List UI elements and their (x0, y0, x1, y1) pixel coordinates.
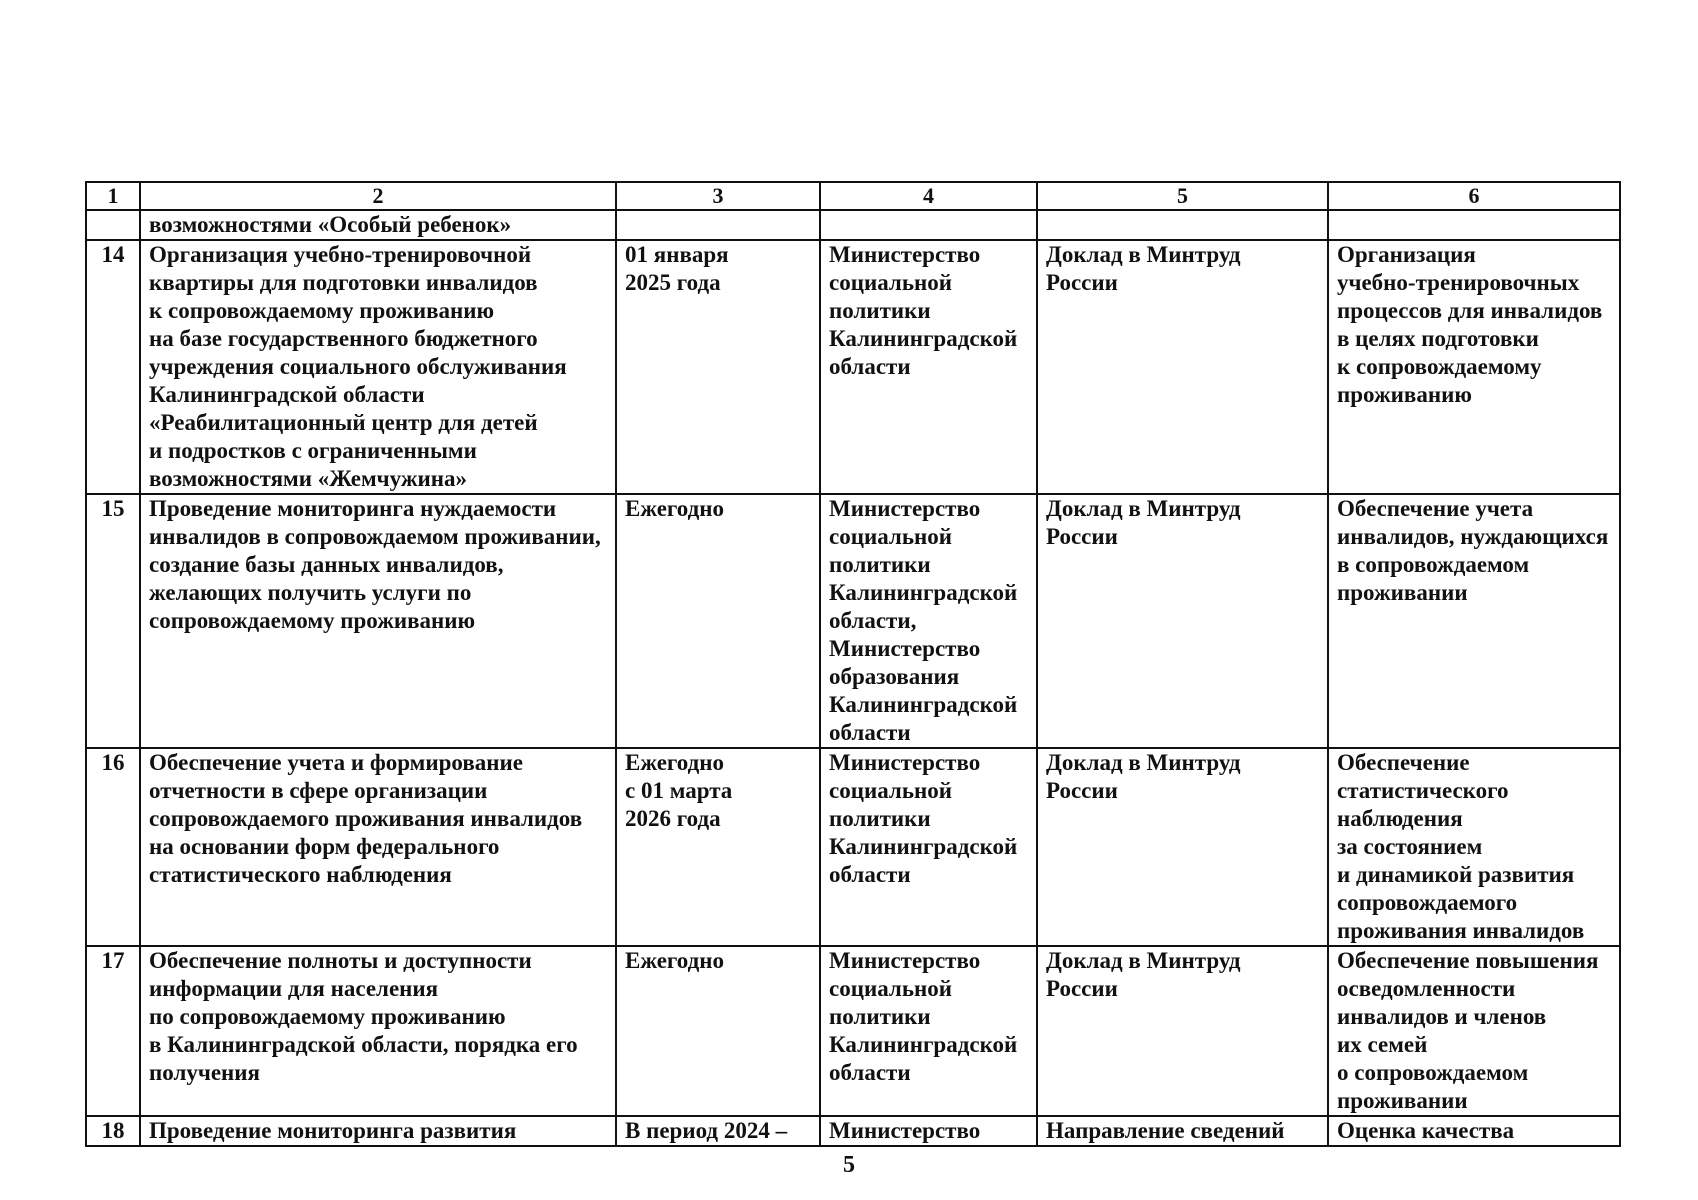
expected-result-line: Обеспечение учета (1337, 496, 1534, 521)
event-line: квартиры для подготовки инвалидов (149, 270, 538, 295)
term-cell (616, 748, 820, 946)
table-rows (86, 240, 1620, 1146)
event-line: и подростков с ограниченными (149, 438, 477, 463)
result-form-line: России (1046, 270, 1118, 295)
column-number: 6 (1328, 182, 1620, 210)
expected-result-line: инвалидов и членов (1337, 1004, 1547, 1029)
row-number-cell: 17 (86, 946, 140, 1116)
result-form-line: Доклад в Минтруд (1046, 948, 1241, 973)
expected-result-cell (1328, 946, 1620, 1116)
expected-result-line: в сопровождаемом (1337, 552, 1530, 577)
responsible-line: области (829, 720, 911, 745)
responsible-line: области, (829, 608, 917, 633)
responsible-cell (820, 946, 1037, 1116)
row-number-cell: 15 (86, 494, 140, 748)
column-number: 2 (140, 182, 616, 210)
result-form-line: России (1046, 778, 1118, 803)
expected-result-line: и динамикой развития (1337, 862, 1575, 887)
event-cell (140, 1116, 616, 1146)
table-row (86, 494, 1620, 748)
event-line: сопровождаемого проживания инвалидов (149, 806, 583, 831)
result-form-cell (1037, 1116, 1328, 1146)
expected-result-line: к сопровождаемому (1337, 354, 1542, 379)
column-number: 5 (1037, 182, 1328, 210)
event-line: по сопровождаемому проживанию (149, 1004, 506, 1029)
responsible-cell (820, 748, 1037, 946)
event-cell (140, 946, 616, 1116)
expected-result-cell (1328, 210, 1620, 240)
event-line: отчетности в сфере организации (149, 778, 488, 803)
result-form-cell (1037, 946, 1328, 1116)
event-line: на базе государственного бюджетного (149, 326, 538, 351)
expected-result-line: Оценка качества (1337, 1118, 1515, 1143)
event-line: Обеспечение учета и формирование (149, 750, 523, 775)
event-line: Калининградской области (149, 382, 425, 407)
result-form-line: Направление сведений (1046, 1118, 1285, 1143)
expected-result-line: проживании (1337, 1088, 1468, 1113)
result-form-cell (1037, 210, 1328, 240)
expected-result-line: процессов для инвалидов (1337, 298, 1603, 323)
event-line: Проведение мониторинга развития (149, 1118, 517, 1143)
expected-result-line: проживания инвалидов (1337, 918, 1585, 943)
responsible-line: Калининградской (829, 834, 1018, 859)
event-line: сопровождаемому проживанию (149, 608, 476, 633)
responsible-cell (820, 210, 1037, 240)
event-line: Проведение мониторинга нуждаемости (149, 496, 557, 521)
result-form-cell (1037, 494, 1328, 748)
expected-result-line: осведомленности (1337, 976, 1516, 1001)
event-line: к сопровождаемому проживанию (149, 298, 495, 323)
term-cell (616, 946, 820, 1116)
result-form-cell (1037, 240, 1328, 494)
responsible-line: политики (829, 1004, 931, 1029)
column-number: 4 (820, 182, 1037, 210)
row-number-cell (86, 210, 140, 240)
event-cell (140, 748, 616, 946)
responsible-line: политики (829, 552, 931, 577)
event-line: инвалидов в сопровождаемом проживании, (149, 524, 601, 549)
column-number-row (86, 182, 1620, 210)
expected-result-line: учебно-тренировочных (1337, 270, 1580, 295)
result-form-line: России (1046, 976, 1118, 1001)
event-line: «Реабилитационный центр для детей (149, 410, 538, 435)
table-row-continuation (86, 210, 1620, 240)
table-row (86, 240, 1620, 494)
term-cell (616, 240, 820, 494)
term-cell (616, 210, 820, 240)
responsible-line: Министерство (829, 1118, 981, 1143)
expected-result-line: их семей (1337, 1032, 1428, 1057)
event-line: в Калининградской области, порядка его (149, 1032, 578, 1057)
term-cell (616, 1116, 820, 1146)
column-number: 3 (616, 182, 820, 210)
result-form-line: Доклад в Минтруд (1046, 750, 1241, 775)
responsible-line: области (829, 1060, 911, 1085)
responsible-line: социальной (829, 976, 952, 1001)
result-form-line: России (1046, 524, 1118, 549)
row-number-cell: 16 (86, 748, 140, 946)
event-line: Организация учебно-тренировочной (149, 242, 532, 267)
responsible-line: Министерство (829, 242, 981, 267)
responsible-line: Калининградской (829, 1032, 1018, 1057)
expected-result-line: в целях подготовки (1337, 326, 1539, 351)
term-line: Ежегодно (625, 948, 725, 973)
responsible-line: социальной (829, 524, 952, 549)
responsible-line: Министерство (829, 496, 981, 521)
event-line: на основании форм федерального (149, 834, 500, 859)
column-number: 1 (86, 182, 140, 210)
event-line: возможностями «Особый ребенок» (149, 212, 512, 237)
term-cell (616, 494, 820, 748)
responsible-line: образования (829, 664, 960, 689)
event-line: статистического наблюдения (149, 862, 452, 887)
row-number-cell: 14 (86, 240, 140, 494)
event-line: желающих получить услуги по (149, 580, 472, 605)
term-line: с 01 марта (625, 778, 733, 803)
result-form-line: Доклад в Минтруд (1046, 496, 1241, 521)
expected-result-line: наблюдения (1337, 806, 1463, 831)
expected-result-line: Обеспечение (1337, 750, 1470, 775)
expected-result-line: сопровождаемого (1337, 890, 1518, 915)
responsible-line: социальной (829, 270, 952, 295)
expected-result-line: проживании (1337, 580, 1468, 605)
expected-result-line: о сопровождаемом (1337, 1060, 1529, 1085)
expected-result-cell (1328, 240, 1620, 494)
responsible-line: социальной (829, 778, 952, 803)
term-line: Ежегодно (625, 496, 725, 521)
result-form-line: Доклад в Минтруд (1046, 242, 1241, 267)
expected-result-line: Обеспечение повышения (1337, 948, 1599, 973)
table-row (86, 748, 1620, 946)
responsible-cell (820, 494, 1037, 748)
expected-result-cell (1328, 748, 1620, 946)
expected-result-cell (1328, 494, 1620, 748)
table-row (86, 946, 1620, 1116)
expected-result-line: статистического (1337, 778, 1509, 803)
expected-result-line: Организация (1337, 242, 1476, 267)
event-line: информации для населения (149, 976, 439, 1001)
event-cell (140, 240, 616, 494)
term-line: 2025 года (625, 270, 721, 295)
result-form-cell (1037, 748, 1328, 946)
event-cell (140, 210, 616, 240)
row-number-cell: 18 (86, 1116, 140, 1146)
responsible-line: Министерство (829, 750, 981, 775)
responsible-line: Министерство (829, 636, 981, 661)
responsible-line: области (829, 354, 911, 379)
expected-result-line: за состоянием (1337, 834, 1483, 859)
responsible-cell (820, 240, 1037, 494)
responsible-line: Калининградской (829, 580, 1018, 605)
event-line: учреждения социального обслуживания (149, 354, 567, 379)
term-line: Ежегодно (625, 750, 725, 775)
event-line: возможностями «Жемчужина» (149, 466, 468, 491)
plan-table (85, 181, 1621, 1147)
event-line: получения (149, 1060, 260, 1085)
responsible-line: Министерство (829, 948, 981, 973)
term-line: 01 января (625, 242, 729, 267)
event-cell (140, 494, 616, 748)
responsible-line: политики (829, 806, 931, 831)
expected-result-line: инвалидов, нуждающихся (1337, 524, 1609, 549)
responsible-line: политики (829, 298, 931, 323)
responsible-line: Калининградской (829, 692, 1018, 717)
responsible-line: Калининградской (829, 326, 1018, 351)
event-line: создание базы данных инвалидов, (149, 552, 504, 577)
event-line: Обеспечение полноты и доступности (149, 948, 532, 973)
responsible-cell (820, 1116, 1037, 1146)
expected-result-cell (1328, 1116, 1620, 1146)
responsible-line: области (829, 862, 911, 887)
term-line: 2026 года (625, 806, 721, 831)
table-row (86, 1116, 1620, 1146)
page-number: 5 (843, 1152, 855, 1178)
expected-result-line: проживанию (1337, 382, 1472, 407)
term-line: В период 2024 – (625, 1118, 788, 1143)
